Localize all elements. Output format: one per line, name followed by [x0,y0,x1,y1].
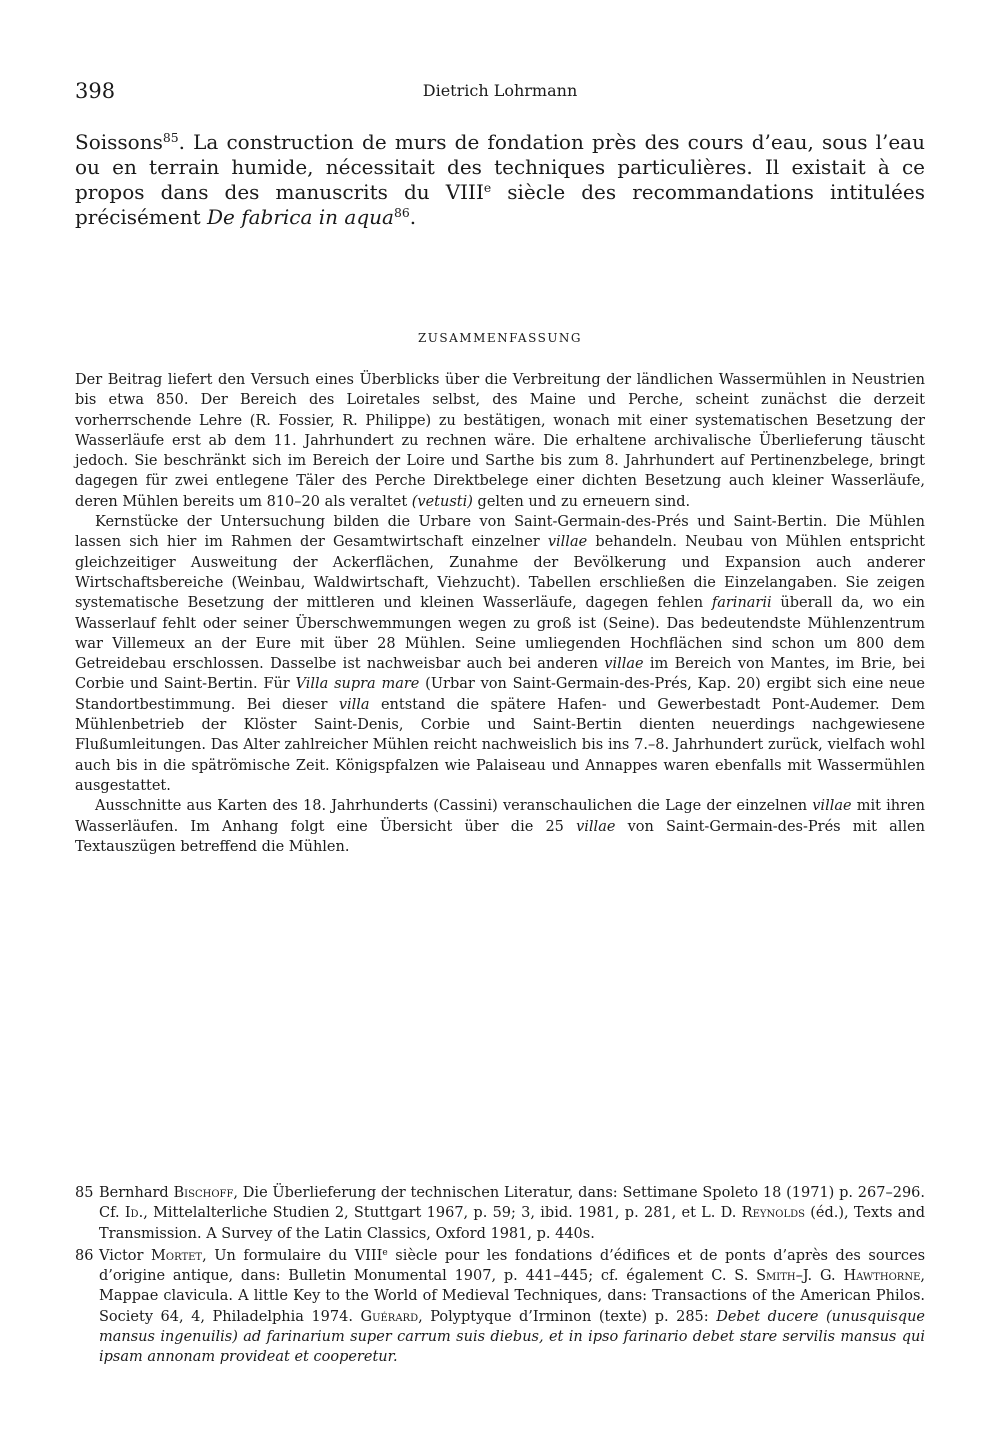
summary-paragraph-1 [75,370,925,512]
superscript-e: e [382,1247,388,1258]
summary-paragraph-3 [75,796,925,857]
summary-text: behandeln. Neubau von Mühlen entspricht gleichzeitiger Ausweitung der Ackerflächen, Zunahme der Bevölkerung und Expansion auch anderer Wirtschaftsbereiche (Weinbau, Waldwirtschaft, Viehzucht). Tabellen erschließen die Einzelangaben. Sie zeigen systematische Besetzung der mittleren und kleinen Wasserläufe, dagegen fehlen [75,534,925,612]
footnote-86 [75,1246,925,1368]
superscript-e: e [483,180,492,196]
body-text-segment: . [409,205,417,229]
summary-text: mit ihren Wasserläufen. Im Anhang folgt eine Übersicht über die 25 [75,798,925,835]
summary-text: von Saint-Germain-des-Prés mit allen Textauszügen betreffend die Mühlen. [75,818,925,855]
latin-term: (vetusti) [411,493,473,510]
footnote-text: , Die Überlieferung der technischen Literatur, dans: Settimane Spoleto 18 (1971) p. 267–296. Cf. [99,1185,926,1222]
body-text-segment: siècle des recommandations intitulées précisément [75,180,925,229]
author-name: Bischoff [173,1185,234,1201]
running-head: Dietrich Lohrmann [422,81,578,100]
latin-term: farinarii [711,595,772,612]
footnotes [75,1183,925,1370]
page-number: 398 [75,79,116,103]
footnote-text: (éd.), Texts and Transmission. A Survey of the Latin Classics, Oxford 1981, p. 440s. [99,1205,925,1242]
footnote-ref-86[interactable]: 86 [393,205,410,221]
latin-term: villae [604,656,644,673]
body-text-segment: . La construction de murs de fondation près des cours d’eau, sous l’eau ou en terrain humide, nécessitait des techniques particulières. Il existait à ce propos dans des manuscrits du VIII [75,130,925,204]
summary-text: entstand die spätere Hafen- und Gewerbestadt Pont-Audemer. Dem Mühlenbetrieb der Klöster Saint-Denis, Corbie und Saint-Bertin dienten neuerdings nachgewiesene Flußumleitungen. Das Alter zahlreicher Mühlen reicht nachweislich bis ins 7.–8. Jahrhundert zurück, vielfach wohl auch bis in die spätrömische Zeit. Königspfalzen wie Palaiseau und Annappes waren ebenfalls mit Wassermühlen ausgestattet. [75,696,925,794]
latin-term: villae [812,798,852,815]
footnote-text: , Mappae clavicula. A little Key to the World of Medieval Techniques, dans: Transactions of the American Philos. Society 64, 4, Philadelphia 1974. [99,1268,925,1325]
work-title: De fabrica in aqua [206,205,394,229]
footnote-text: , Un formulaire du VIII [202,1247,383,1264]
footnote-number: 86 [75,1247,94,1264]
latin-term: Villa supra mare [295,676,420,693]
summary-text: Kernstücke der Untersuchung bilden die Urbare von Saint-Germain-des-Prés und Saint-Bertin. Die Mühlen lassen sich hier im Rahmen der Gesamtwirtschaft einzelner [75,514,925,551]
summary-section [75,370,925,857]
body-paragraph [75,130,925,230]
footnote-number: 85 [75,1185,94,1201]
footnote-85 [75,1183,925,1244]
author-name: Reynolds [741,1205,805,1222]
author-name: Smith [756,1268,796,1285]
latin-term: villae [547,534,588,551]
summary-text: gelten und zu erneuern sind. [472,493,691,510]
latin-term: villae [576,818,616,835]
footnote-text: Victor [99,1247,152,1264]
ibid-abbrev: Id. [124,1205,144,1222]
page-header [75,78,925,108]
section-title: ZUSAMMENFASSUNG [417,331,583,345]
footnote-text: siècle pour les fondations d’édifices et de ponts d’après des sources d’origine antique, dans: Bulletin Monumental 1907, p. 441–445; cf. également C. S. [99,1247,926,1285]
body-text-segment: Soissons [75,130,163,154]
author-name: Hawthorne [843,1268,921,1285]
latin-term: villa [338,696,370,713]
summary-text: im Bereich von Mantes, im Brie, bei Corbie und Saint-Bertin. Für [75,656,925,693]
summary-paragraph-2 [75,512,925,796]
summary-text: Der Beitrag liefert den Versuch eines Überblicks über die Verbreitung der ländlichen Wassermühlen in Neustrien bis etwa 850. Der Bereich des Loiretales selbst, des Maine und Perche, scheint zunächst die derzeit vorherrschende Lehre (R. Fossier, R. Philippe) zu bestätigen, wonach mit einer systematischen Besetzung der Wasserläufe erst ab dem 11. Jahrhundert zu rechnen wäre. Die erhaltene archivalische Überlieferung täuscht jedoch. Sie beschränkt sich im Bereich der Loire und Sarthe bis zum 8. Jahrhundert auf Pertinenzbelege, bringt dagegen für zwei entlegene Täler des Perche Direktbelege einer dichten Besetzung auch kleiner Wasserläufe, deren Mühlen bereits um 810–20 als veraltet [75,372,925,510]
footnote-text: , Polyptyque d’Irminon (texte) p. 285: [418,1308,717,1325]
footnote-ref-85[interactable]: 85 [162,130,179,146]
footnote-text: Bernhard [99,1185,174,1201]
footnote-text: , Mittelalterliche Studien 2, Stuttgart 1967, p. 59; 3, ibid. 1981, p. 281, et L. D. [143,1205,742,1222]
summary-text: überall da, wo ein Wasserlauf fehlt oder seiner Überschwemmungen wegen zu groß ist (Seine). Das bedeutendste Mühlenzentrum war Villemeux an der Eure mit über 28 Mühlen. Seine umliegenden Hochflächen sind schon um 800 dem Getreidebau erschlossen. Dasselbe ist nachweisbar auch bei anderen [75,595,925,673]
summary-text: Ausschnitte aus Karten des 18. Jahrhunderts (Cassini) veranschaulichen die Lage der einzelnen [95,798,813,815]
summary-text: (Urbar von Saint-Germain-des-Prés, Kap. 20) ergibt sich eine neue Standortbestimmung. Bei dieser [75,676,925,713]
author-name: Guérard [360,1308,419,1325]
latin-quote: Debet ducere (unusquisque mansus ingenuilis) ad farinarium super carrum suis diebus, et in ipso farinario debet stare servilis mansus qui ipsam annonam provideat et cooperetur. [99,1308,926,1366]
footnote-text: –J. G. [795,1268,844,1285]
author-name: Mortet [151,1247,203,1264]
